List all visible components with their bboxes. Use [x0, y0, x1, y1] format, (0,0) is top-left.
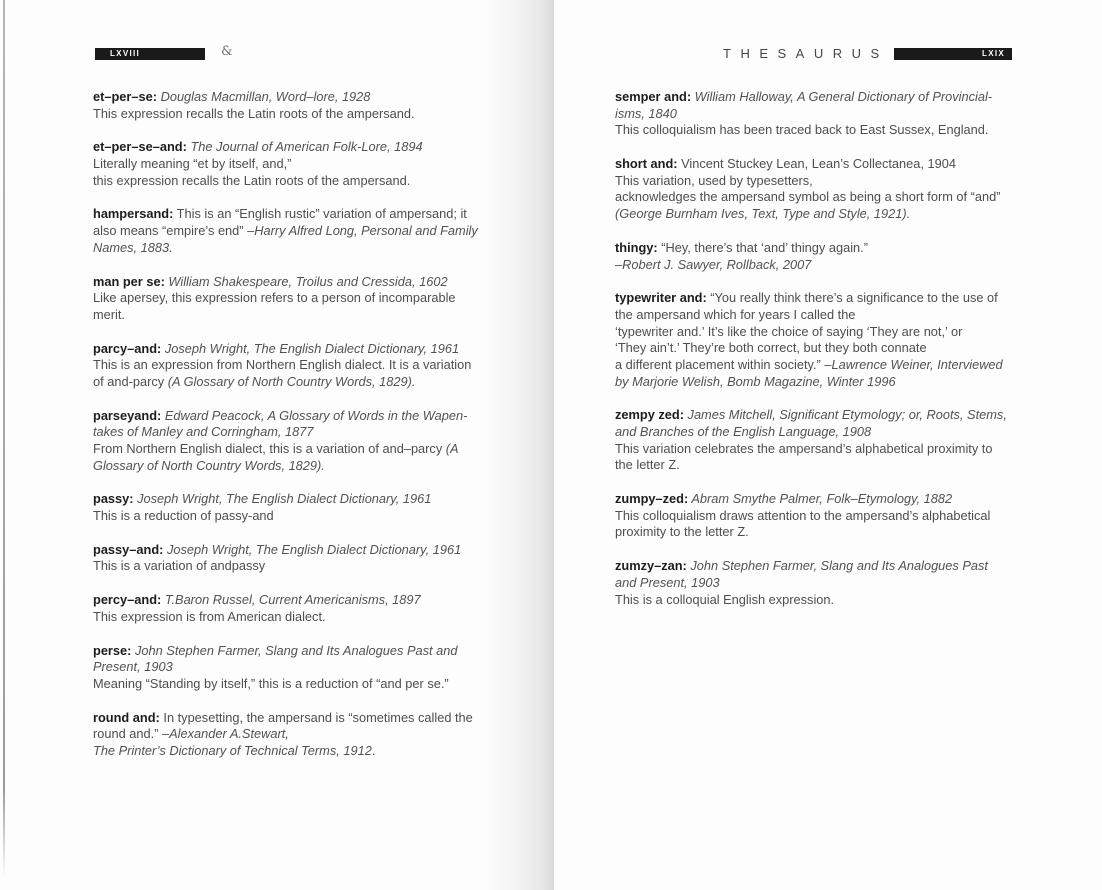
entry-line	[93, 424, 478, 441]
entry-text: This colloquialism has been traced back to East Sussex, England.	[615, 122, 989, 138]
entry-line	[615, 290, 1007, 307]
entry-term: thingy:	[615, 239, 658, 255]
glossary-entry	[93, 139, 478, 189]
entry-text: the letter Z.	[615, 457, 680, 473]
entry-line	[93, 710, 478, 727]
entry-line	[615, 491, 1007, 508]
entry-text: also means “empire’s end”	[93, 223, 248, 239]
right-page-number: LXIX	[982, 49, 1005, 58]
entry-text: ‘typewriter and.’ It’s like the choice of saying ‘They are not,’ or	[615, 323, 963, 339]
entry-citation: The Journal of American Folk-Lore, 1894	[186, 139, 423, 155]
entry-term: et–per–se–and:	[93, 139, 187, 155]
ampersand-icon: &	[221, 44, 233, 59]
entry-citation: William Shakespeare, Troilus and Cressida, 1602	[164, 273, 448, 289]
entry-citation: T.Baron Russel, Current Americanisms, 1897	[161, 592, 421, 608]
entry-term: parcy–and:	[93, 340, 162, 356]
glossary-entry	[93, 341, 478, 391]
entry-term: zumpy–zed:	[615, 491, 689, 507]
entry-line	[615, 89, 1007, 106]
entry-citation: –Harry Alfred Long, Personal and Family	[247, 223, 478, 239]
entry-line	[615, 173, 1007, 190]
entry-line	[615, 441, 1007, 458]
entry-citation: The Printer’s Dictionary of Technical Terms, 1912	[93, 742, 372, 758]
entry-text: In typesetting, the ampersand is “sometimes called the	[159, 709, 473, 725]
entry-line	[93, 659, 478, 676]
entry-line	[93, 676, 478, 693]
entry-line	[93, 743, 478, 760]
entry-term: zempy zed:	[615, 407, 684, 423]
entry-line	[615, 374, 1007, 391]
glossary-entry	[93, 408, 478, 475]
entry-term: hampersand:	[93, 206, 174, 222]
entry-line	[615, 324, 1007, 341]
entry-text: Literally meaning “et by itself, and,”	[93, 156, 292, 172]
entry-term: percy–and:	[93, 592, 162, 608]
entry-citation: Joseph Wright, The English Dialect Dictionary, 1961	[163, 541, 462, 557]
entry-text: This is an expression from Northern English dialect. It is a variation	[93, 357, 472, 373]
entry-citation: Joseph Wright, The English Dialect Dictionary, 1961	[161, 340, 460, 356]
entry-line	[93, 408, 478, 425]
entry-text: Vincent Stuckey Lean, Lean’s Collectanea, 1904	[677, 156, 956, 172]
right-folio-bar	[894, 48, 1012, 60]
entry-citation: and Branches of the English Language, 1908	[615, 424, 872, 439]
entry-line	[93, 542, 478, 559]
entry-line	[93, 106, 478, 123]
glossary-entry	[93, 206, 478, 256]
entry-citation: Joseph Wright, The English Dialect Dictionary, 1961	[133, 491, 432, 507]
glossary-entry	[615, 558, 1007, 608]
entry-citation: Glossary of North Country Words, 1829).	[93, 457, 325, 473]
entry-line	[93, 341, 478, 358]
entry-citation: –Robert J. Sawyer, Rollback, 2007	[615, 256, 812, 272]
glossary-entry	[615, 290, 1007, 390]
glossary-entry	[93, 643, 478, 693]
entry-line	[615, 122, 1007, 139]
entry-line	[615, 106, 1007, 123]
left-page-number: LXVIII	[110, 49, 141, 58]
entry-line	[615, 340, 1007, 357]
entry-term: zumzy–zan:	[615, 558, 687, 574]
glossary-entry	[615, 491, 1007, 541]
glossary-entry	[615, 89, 1007, 139]
entry-text: This variation, used by typesetters,	[615, 172, 813, 188]
entry-text: Meaning “Standing by itself,” this is a reduction of “and per se.”	[93, 675, 449, 691]
right-page-text-column	[615, 89, 1007, 625]
page-edge-line	[3, 0, 5, 878]
entry-text: proximity to the letter Z.	[615, 524, 749, 540]
entry-text: this expression recalls the Latin roots of the ampersand.	[93, 172, 411, 188]
entry-citation: Present, 1903	[93, 659, 173, 675]
entry-line	[93, 274, 478, 291]
entry-line	[93, 458, 478, 475]
glossary-entry	[93, 710, 478, 760]
entry-line	[615, 189, 1007, 206]
entry-line	[615, 524, 1007, 541]
entry-citation: –Alexander A.Stewart,	[162, 726, 289, 742]
entry-text: This expression recalls the Latin roots of the ampersand.	[93, 105, 415, 121]
page-gutter-shadow	[486, 0, 554, 890]
running-title: THESAURUS	[723, 46, 889, 61]
entry-term: parseyand:	[93, 407, 162, 423]
entry-line	[93, 592, 478, 609]
entry-text: “Hey, there’s that ‘and’ thingy again.”	[657, 239, 868, 255]
glossary-entry	[615, 407, 1007, 474]
entry-line	[615, 240, 1007, 257]
entry-line	[615, 257, 1007, 274]
entry-text: This is a variation of andpassy	[93, 558, 266, 574]
glossary-entry	[93, 491, 478, 524]
entry-term: typewriter and:	[615, 290, 707, 306]
entry-citation: takes of Manley and Corringham, 1877	[93, 424, 314, 440]
entry-line	[615, 424, 1007, 441]
entry-citation: and Present, 1903	[615, 574, 720, 590]
entry-term: perse:	[93, 642, 132, 658]
entry-line	[93, 173, 478, 190]
entry-line	[93, 89, 478, 106]
entry-term: round and:	[93, 709, 160, 725]
entry-citation: (A	[445, 441, 459, 456]
entry-line	[93, 643, 478, 660]
entry-citation: Douglas Macmillan, Word–lore, 1928	[157, 89, 371, 104]
entry-term: passy–and:	[93, 541, 164, 557]
entry-line	[615, 457, 1007, 474]
glossary-entry	[93, 89, 478, 122]
entry-line	[93, 508, 478, 525]
entry-line	[93, 156, 478, 173]
entry-citation: William Halloway, A General Dictionary of Provincial-	[691, 89, 993, 104]
entry-citation: John Stephen Farmer, Slang and Its Analogues Past and	[131, 642, 458, 658]
entry-text: merit.	[93, 306, 125, 322]
entry-text: This is a reduction of passy-and	[93, 508, 274, 524]
entry-line	[93, 374, 478, 391]
entry-citation: –Lawrence Weiner, Interviewed	[824, 356, 1003, 372]
entry-citation: John Stephen Farmer, Slang and Its Analogues Past	[686, 558, 988, 574]
glossary-entry	[93, 274, 478, 324]
entry-text: Like apersey, this expression refers to a person of incomparable	[93, 290, 456, 306]
entry-line	[93, 491, 478, 508]
entry-line	[615, 558, 1007, 575]
glossary-entry	[615, 240, 1007, 273]
entry-citation: by Marjorie Welish, Bomb Magazine, Winter 1996	[615, 373, 896, 389]
entry-citation: Edward Peacock, A Glossary of Words in the Wapen-	[161, 407, 468, 423]
entry-line	[615, 407, 1007, 424]
entry-term: et–per–se:	[93, 89, 158, 104]
left-page-text-column	[93, 89, 478, 777]
glossary-entry	[93, 592, 478, 625]
entry-citation: James Mitchell, Significant Etymology; or, Roots, Stems,	[683, 407, 1007, 423]
entry-term: semper and:	[615, 89, 692, 104]
entry-text: This variation celebrates the ampersand’s alphabetical proximity to	[615, 440, 993, 456]
glossary-entry	[93, 542, 478, 575]
entry-text: a different placement within society.”	[615, 356, 825, 372]
entry-line	[615, 592, 1007, 609]
entry-line	[93, 357, 478, 374]
entry-line	[93, 290, 478, 307]
entry-line	[93, 726, 478, 743]
entry-text: This is an “English rustic” variation of ampersand; it	[173, 206, 467, 222]
entry-line	[615, 575, 1007, 592]
entry-line	[615, 357, 1007, 374]
entry-line	[615, 508, 1007, 525]
entry-text: ‘They ain’t.’ They’re both correct, but they both connate	[615, 340, 927, 356]
entry-line	[615, 307, 1007, 324]
entry-term: man per se:	[93, 273, 165, 289]
entry-text: .	[371, 742, 376, 758]
entry-line	[93, 206, 478, 223]
entry-citation: (George Burnham Ives, Text, Type and Style, 1921).	[615, 206, 911, 222]
entry-line	[93, 240, 478, 257]
entry-citation: Names, 1883.	[93, 239, 173, 255]
entry-text: the ampersand which for years I called the	[615, 306, 856, 322]
entry-line	[615, 156, 1007, 173]
entry-term: passy:	[93, 491, 134, 507]
entry-line	[93, 609, 478, 626]
entry-line	[93, 441, 478, 458]
entry-text: This colloquialism draws attention to the ampersand’s alphabetical	[615, 507, 991, 523]
entry-line	[93, 307, 478, 324]
entry-text: This is a colloquial English expression.	[615, 591, 835, 607]
entry-text: acknowledges the ampersand symbol as being a short form of “and”	[615, 189, 1001, 205]
entry-term: short and:	[615, 156, 678, 172]
entry-citation: isms, 1840	[615, 105, 677, 121]
entry-text: From Northern English dialect, this is a variation of and–parcy	[93, 441, 446, 456]
entry-text: round and.”	[93, 726, 163, 742]
entry-citation: Abram Smythe Palmer, Folk–Etymology, 1882	[688, 491, 953, 507]
glossary-entry	[615, 156, 1007, 223]
entry-line	[93, 223, 478, 240]
entry-line	[615, 206, 1007, 223]
entry-text: This expression is from American dialect.	[93, 608, 326, 624]
entry-citation: (A Glossary of North Country Words, 1829).	[167, 373, 416, 389]
entry-text: of and-parcy	[93, 373, 168, 389]
entry-text: “You really think there’s a significance to the use of	[706, 290, 998, 306]
entry-line	[93, 558, 478, 575]
entry-line	[93, 139, 478, 156]
left-folio-bar	[95, 48, 205, 60]
